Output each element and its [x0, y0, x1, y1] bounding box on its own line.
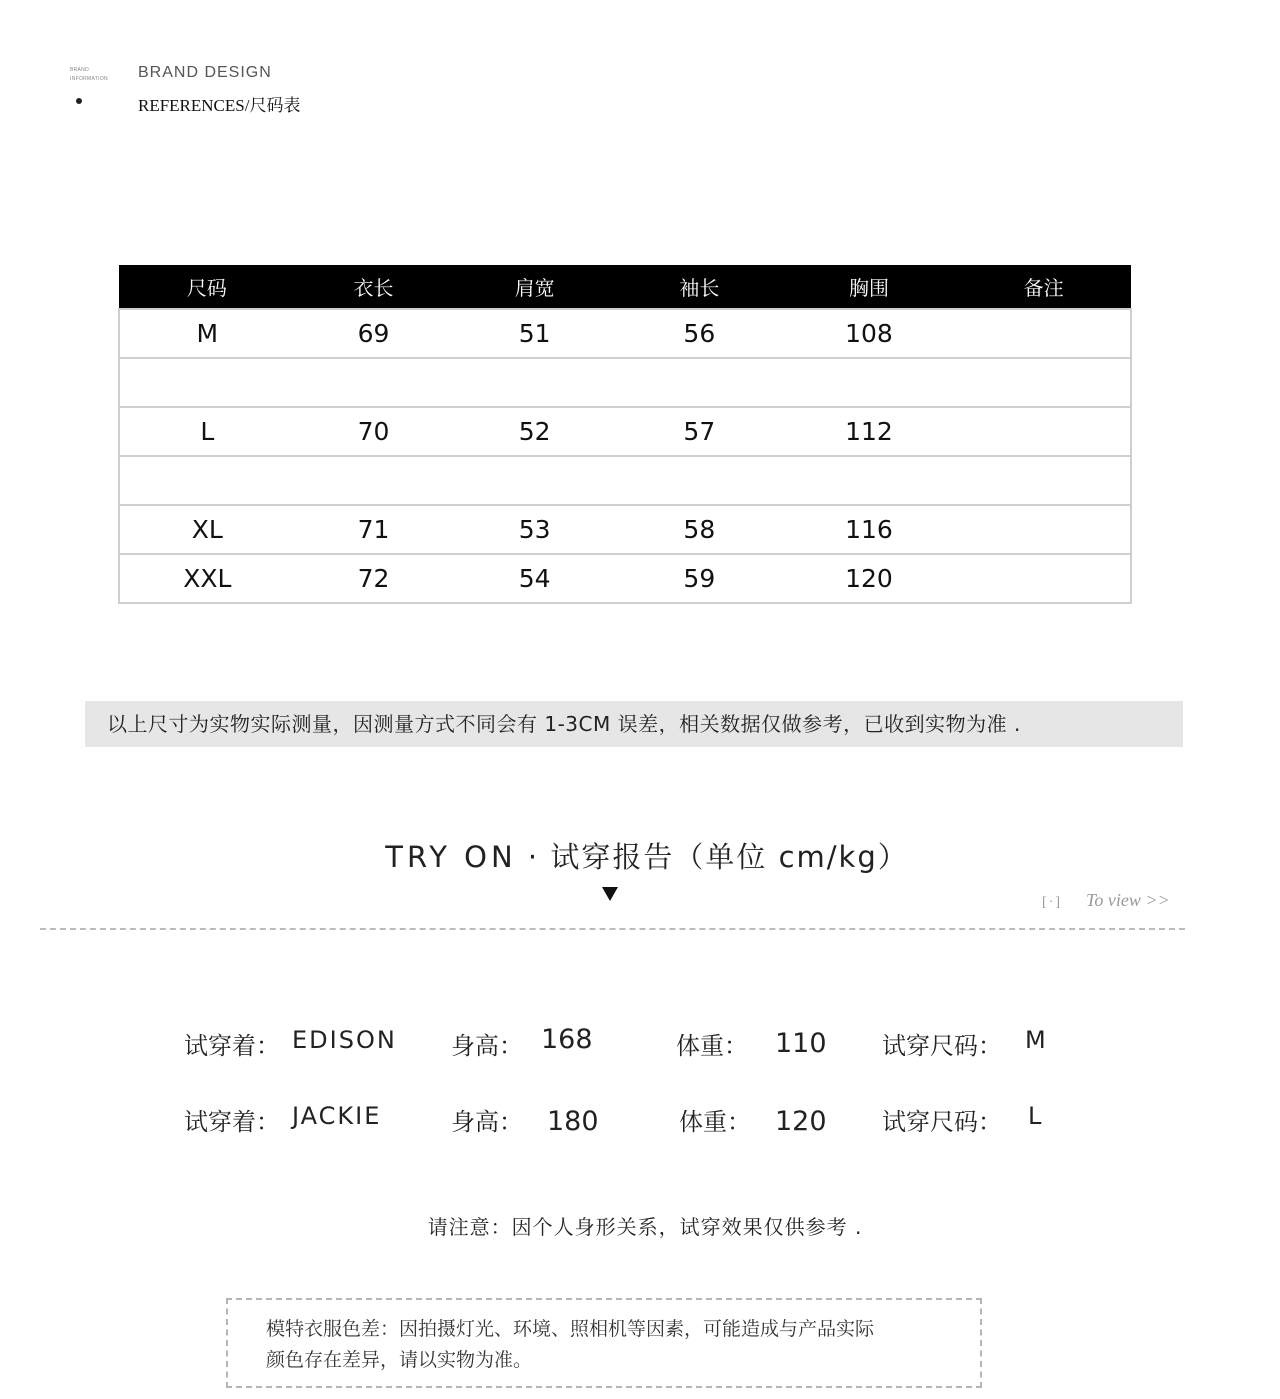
cell-sleeve: 57	[617, 407, 782, 456]
references-title: REFERENCES/尺码表	[138, 96, 301, 115]
tryon-title-separator: ·	[527, 840, 540, 874]
cell-remark	[956, 407, 1131, 456]
tester-size: M	[1025, 1026, 1046, 1054]
cell-shoulder: 51	[452, 309, 617, 358]
table-row	[119, 407, 1131, 456]
cell-shoulder	[452, 358, 617, 407]
tester-row	[0, 1100, 1280, 1140]
cell-shoulder: 54	[452, 554, 617, 603]
cell-length: 70	[295, 407, 453, 456]
col-header-remark: 备注	[956, 265, 1131, 309]
col-header-sleeve: 袖长	[617, 265, 782, 309]
col-header-shoulder: 肩宽	[452, 265, 617, 309]
tester-height-label: 身高：	[451, 1032, 523, 1060]
tester-weight: 110	[775, 1028, 827, 1059]
cell-size	[119, 358, 295, 407]
cell-sleeve: 56	[617, 309, 782, 358]
tester-size-label: 试穿尺码：	[882, 1108, 1002, 1136]
arrow-down-icon	[602, 887, 618, 901]
table-row	[119, 505, 1131, 554]
brand-design-heading: BRAND DESIGN	[138, 64, 272, 81]
tester-row	[0, 1024, 1280, 1064]
tester-size: L	[1028, 1102, 1042, 1130]
tester-height: 168	[541, 1024, 593, 1055]
col-header-chest: 胸围	[782, 265, 957, 309]
cell-size: M	[119, 309, 295, 358]
measurement-note: 以上尺寸为实物实际测量，因测量方式不同会有 1-3CM 误差，相关数据仅做参考，已收到实物为准 .	[85, 701, 1183, 747]
table-row	[119, 456, 1131, 505]
cell-chest: 120	[782, 554, 957, 603]
cell-sleeve: 58	[617, 505, 782, 554]
col-header-length: 衣长	[295, 265, 453, 309]
cell-size: XXL	[119, 554, 295, 603]
tester-name: EDISON	[292, 1026, 397, 1054]
col-header-size: 尺码	[119, 265, 295, 309]
table-row	[119, 309, 1131, 358]
table-row	[119, 358, 1131, 407]
cell-remark	[956, 505, 1131, 554]
cell-size: XL	[119, 505, 295, 554]
tester-weight-label: 体重：	[676, 1032, 748, 1060]
cell-shoulder	[452, 456, 617, 505]
cell-length: 71	[295, 505, 453, 554]
table-row	[119, 554, 1131, 603]
brand-tiny-line1: BRAND	[70, 67, 90, 73]
cell-size: L	[119, 407, 295, 456]
cell-shoulder: 52	[452, 407, 617, 456]
cell-chest: 108	[782, 309, 957, 358]
cell-size	[119, 456, 295, 505]
cell-remark	[956, 309, 1131, 358]
tester-height: 180	[547, 1106, 599, 1137]
section-divider	[40, 928, 1185, 930]
expand-icon: [·]	[1042, 895, 1062, 910]
cell-sleeve: 59	[617, 554, 782, 603]
cell-chest: 112	[782, 407, 957, 456]
cell-chest	[782, 456, 957, 505]
cell-remark	[956, 456, 1131, 505]
color-note-line1: 模特衣服色差：因拍摄灯光、环境、照相机等因素，可能造成与产品实际	[266, 1318, 875, 1340]
tryon-title-en: TRY ON	[385, 840, 517, 874]
size-table-header-row	[119, 265, 1131, 309]
tryon-attention-note: 请注意：因个人身形关系，试穿效果仅供参考 .	[427, 1215, 863, 1239]
cell-sleeve	[617, 358, 782, 407]
cell-chest: 116	[782, 505, 957, 554]
tester-name-label: 试穿着：	[184, 1108, 280, 1136]
cell-length	[295, 456, 453, 505]
cell-remark	[956, 554, 1131, 603]
color-difference-note	[226, 1298, 982, 1388]
cell-length	[295, 358, 453, 407]
tryon-title-cn: 试穿报告（单位 cm/kg）	[550, 840, 909, 874]
cell-length: 69	[295, 309, 453, 358]
cell-shoulder: 53	[452, 505, 617, 554]
color-note-line2: 颜色存在差异，请以实物为准。	[266, 1349, 533, 1371]
to-view-link[interactable]	[1042, 890, 1170, 911]
brand-information-label	[70, 66, 108, 84]
tester-weight: 120	[775, 1106, 827, 1137]
tester-weight-label: 体重：	[679, 1108, 751, 1136]
tester-height-label: 身高：	[451, 1108, 523, 1136]
cell-chest	[782, 358, 957, 407]
cell-remark	[956, 358, 1131, 407]
cell-length: 72	[295, 554, 453, 603]
tryon-heading	[0, 835, 1280, 876]
brand-tiny-line2: INFORMATION	[70, 76, 108, 82]
tester-size-label: 试穿尺码：	[882, 1032, 1002, 1060]
size-chart-table	[118, 265, 1132, 604]
tester-name: JACKIE	[292, 1102, 382, 1130]
to-view-label: To view >>	[1086, 890, 1170, 910]
tester-name-label: 试穿着：	[184, 1032, 280, 1060]
cell-sleeve	[617, 456, 782, 505]
bullet-dot-icon	[76, 98, 82, 104]
